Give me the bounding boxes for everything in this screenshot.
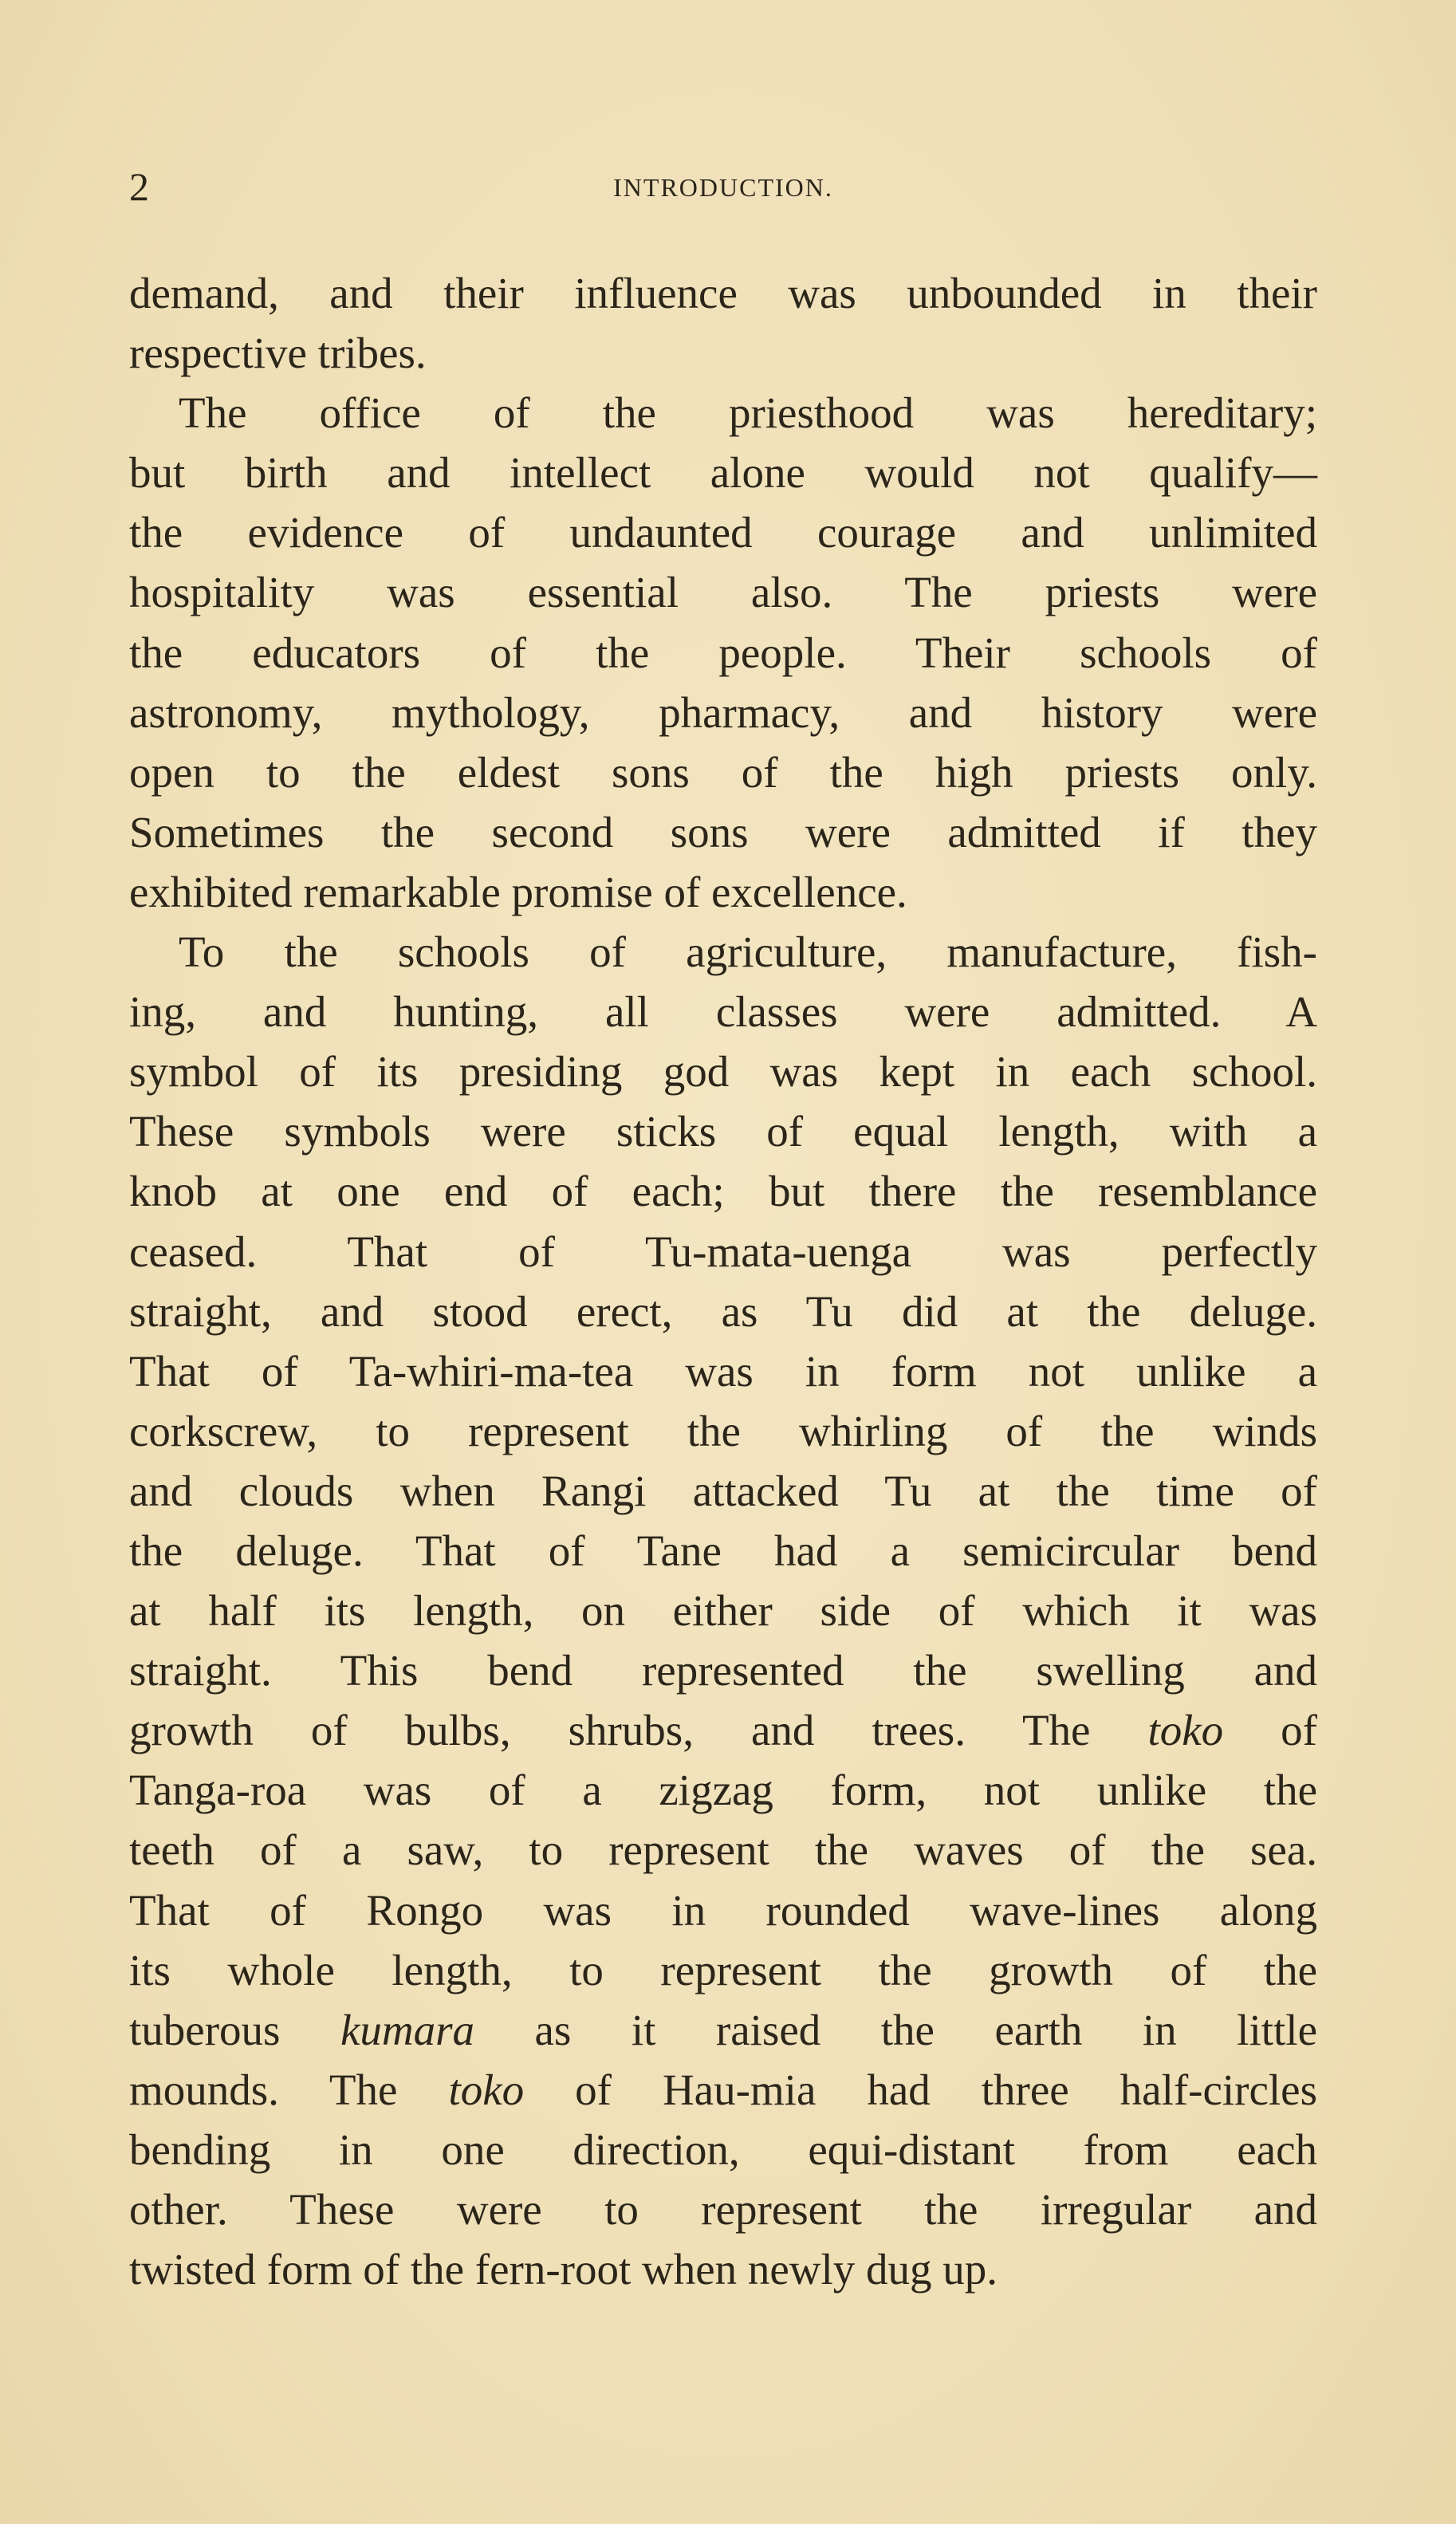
text-segment: its whole length, to represent the growth of the xyxy=(129,1945,1317,1994)
text-line xyxy=(129,1700,1317,1760)
text-segment: To the schools of agriculture, manufacture, fish- xyxy=(179,927,1317,977)
text-segment: That of Rongo was in rounded wave-lines along xyxy=(129,1885,1317,1935)
text-segment: demand, and their influence was unbounded in their xyxy=(129,269,1317,317)
text-line xyxy=(129,2239,1317,2299)
text-segment: growth of bulbs, shrubs, and trees. The xyxy=(129,1706,1148,1755)
text-line xyxy=(129,383,1317,443)
text-segment: respective tribes. xyxy=(129,329,427,378)
text-segment: knob at one end of each; but there the resemblance xyxy=(129,1167,1317,1216)
text-line xyxy=(129,2060,1317,2120)
text-line xyxy=(129,623,1317,683)
text-line xyxy=(129,502,1317,562)
text-line xyxy=(129,1101,1317,1161)
text-line xyxy=(129,1222,1317,1282)
text-segment: the evidence of undaunted courage and unlimited xyxy=(129,508,1317,557)
text-line xyxy=(129,1461,1317,1521)
text-line xyxy=(129,1161,1317,1221)
text-line xyxy=(129,1041,1317,1101)
text-segment: of xyxy=(1223,1706,1317,1755)
text-line xyxy=(129,562,1317,622)
text-segment: straight. This bend represented the swelling and xyxy=(129,1646,1317,1695)
text-line xyxy=(129,862,1317,922)
text-line xyxy=(129,1521,1317,1581)
text-segment: Sometimes the second sons were admitted if they xyxy=(129,807,1317,856)
text-segment: mounds. The xyxy=(129,2065,449,2114)
text-line xyxy=(129,263,1317,323)
text-segment: Tanga-roa was of a zigzag form, not unlike the xyxy=(129,1766,1317,1815)
text-line xyxy=(129,2120,1317,2179)
text-line xyxy=(129,1581,1317,1640)
text-segment: These symbols were sticks of equal length, with a xyxy=(129,1107,1317,1156)
text-segment: straight, and stood erect, as Tu did at the deluge. xyxy=(129,1286,1317,1336)
page-number: 2 xyxy=(129,164,149,209)
text-segment: exhibited remarkable promise of excellence. xyxy=(129,867,907,916)
text-line xyxy=(129,1640,1317,1700)
text-segment: corkscrew, to represent the whirling of the winds xyxy=(129,1406,1317,1455)
text-segment: bending in one direction, equi-distant from each xyxy=(129,2124,1317,2174)
text-segment: other. These were to represent the irregular and xyxy=(129,2185,1317,2234)
page-header xyxy=(129,163,1317,211)
text-line xyxy=(129,802,1317,862)
text-segment: twisted form of the fern-root when newly dug up. xyxy=(129,2245,998,2294)
text-line xyxy=(129,742,1317,802)
running-title: INTRODUCTION. xyxy=(613,173,833,202)
text-segment: teeth of a saw, to represent the waves of the sea. xyxy=(129,1825,1317,1875)
text-line xyxy=(129,1880,1317,1940)
text-line xyxy=(129,922,1317,982)
text-line xyxy=(129,1341,1317,1401)
italic-term: toko xyxy=(448,2065,525,2114)
text-segment: symbol of its presiding god was kept in each school. xyxy=(129,1047,1317,1097)
text-segment: and clouds when Rangi attacked Tu at the time of xyxy=(129,1466,1317,1515)
text-line xyxy=(129,683,1317,742)
text-segment: ing, and hunting, all classes were admitted. A xyxy=(129,987,1317,1037)
text-segment: but birth and intellect alone would not qualify— xyxy=(129,448,1317,498)
text-line xyxy=(129,982,1317,1041)
text-line xyxy=(129,2000,1317,2060)
text-line xyxy=(129,1940,1317,2000)
text-segment: the deluge. That of Tane had a semicircular bend xyxy=(129,1526,1317,1575)
text-segment: open to the eldest sons of the high priests only. xyxy=(129,747,1317,797)
text-segment: of Hau-mia had three half-circles xyxy=(524,2065,1318,2114)
text-segment: The office of the priesthood was hereditary; xyxy=(179,388,1317,438)
text-line xyxy=(129,1401,1317,1461)
text-line xyxy=(129,1282,1317,1341)
text-line xyxy=(129,443,1317,502)
italic-term: kumara xyxy=(340,2005,474,2054)
text-segment: hospitality was essential also. The priests were xyxy=(129,568,1317,617)
italic-term: toko xyxy=(1147,1706,1224,1755)
text-line xyxy=(129,2179,1317,2239)
text-line xyxy=(129,1820,1317,1880)
text-segment: as it raised the earth in little xyxy=(474,2005,1317,2054)
text-line xyxy=(129,323,1317,383)
text-line xyxy=(129,1760,1317,1820)
text-segment: That of Ta-whiri-ma-tea was in form not unlike a xyxy=(129,1346,1317,1396)
text-segment: at half its length, on either side of which it was xyxy=(129,1586,1317,1636)
text-segment: astronomy, mythology, pharmacy, and history were xyxy=(129,687,1317,737)
body-text xyxy=(129,263,1317,2299)
text-segment: the educators of the people. Their schools of xyxy=(129,628,1317,677)
text-segment: ceased. That of Tu-mata-uenga was perfectly xyxy=(129,1227,1317,1276)
text-segment: tuberous xyxy=(129,2005,340,2054)
